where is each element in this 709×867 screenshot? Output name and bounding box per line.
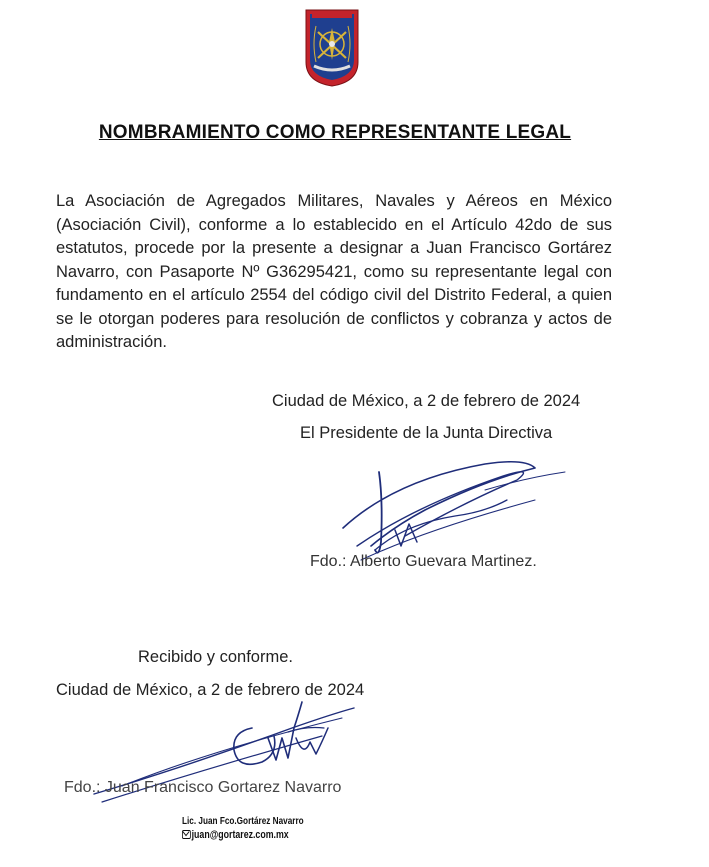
issue-place-date: Ciudad de México, a 2 de febrero de 2024 (272, 392, 581, 410)
stamp-email-text: juan@gortarez.com.mx (191, 829, 289, 841)
appointment-body-text: La Asociación de Agregados Militares, Navales y Aéreos en México (Asociación Civil), conforme a lo establecido en el Artículo 42do de sus estatutos, procede por la presente a designar a Juan Francisco Gortárez Navarro, con Pasaporte Nº G36295421, como su representante legal con fundamento en el artículo 2554 del código civil del Distrito Federal, a quien se le otorgan poderes para resolución de conflictos y cobranza y actos de administración. (56, 192, 612, 351)
president-name: Fdo.: Alberto Guevara Martinez. (310, 553, 537, 570)
stamp-email (182, 829, 289, 841)
received-place-date: Ciudad de México, a 2 de febrero de 2024 (56, 681, 365, 699)
received-label: Recibido y conforme. (138, 648, 293, 666)
document-title: NOMBRAMIENTO COMO REPRESENTANTE LEGAL (98, 122, 572, 143)
association-emblem-icon (304, 4, 360, 88)
stamp-name: Lic. Juan Fco.Gortárez Navarro (182, 816, 304, 827)
mail-icon (182, 830, 191, 839)
signer-role: El Presidente de la Junta Directiva (300, 424, 553, 442)
representative-name: Fdo.: Juan Francisco Gortarez Navarro (64, 779, 342, 796)
